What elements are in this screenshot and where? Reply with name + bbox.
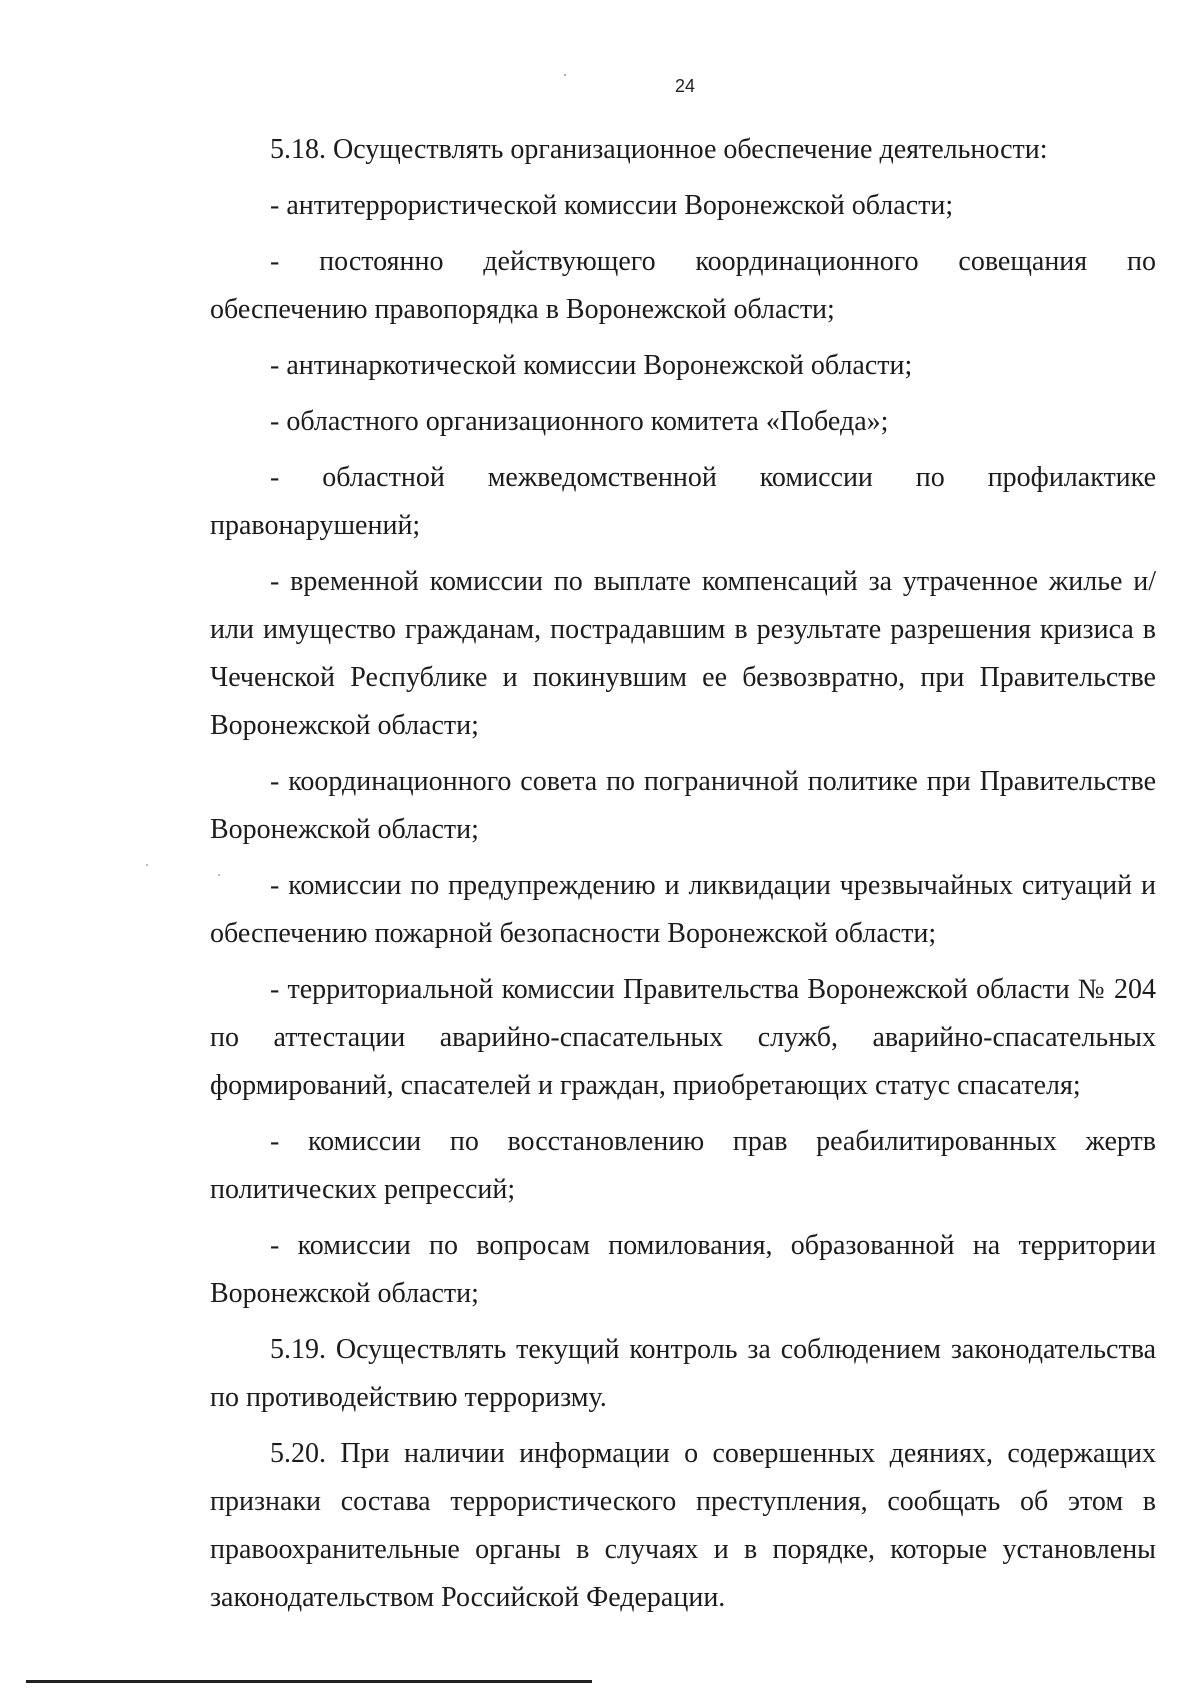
list-item-pardon-commission: - комиссии по вопросам помилования, образованной на территории Воронежской области; — [210, 1230, 1156, 1309]
list-item-compensation-commission: - временной комиссии по выплате компенсаций за утраченное жилье и/или имущество гражданам, пострадавшим в результате разрешения кризиса в Чеченской Республике и покинувшим ее безвозвратно, при Правительстве Воронежской области; — [210, 566, 1156, 741]
list-item-coordination-meeting: - постоянно действующего координационного совещания по обеспечению правопорядка в Воронежской области; — [210, 246, 1156, 325]
footer-rule — [26, 1680, 592, 1683]
list-item-border-policy-council: - координационного совета по пограничной политике при Правительстве Воронежской области; — [210, 766, 1156, 845]
page-number: 24 — [674, 76, 696, 96]
list-item-antiterror-commission: - антитеррористической комиссии Воронежской области; — [270, 190, 954, 221]
list-item-pobeda-committee: - областного организационного комитета «Победа»; — [270, 406, 889, 437]
document-body — [210, 126, 1156, 1630]
list-item-attestation-commission: - территориальной комиссии Правительства Воронежской области № 204 по аттестации аварийно-спасательных служб, аварийно-спасательных формирований, спасателей и граждан, приобретающих статус спасателя; — [210, 974, 1156, 1101]
list-item-antidrug-commission: - антинаркотической комиссии Воронежской области; — [270, 350, 913, 381]
scan-speck — [146, 864, 148, 866]
paragraph-5-20: 5.20. При наличии информации о совершенных деяниях, содержащих признаки состава террористического преступления, сообщать об этом в правоохранительные органы в случаях и в порядке, которые установлены законодательством Российской Федерации. — [210, 1438, 1156, 1613]
paragraph-5-19: 5.19. Осуществлять текущий контроль за соблюдением законодательства по противодействию терроризму. — [210, 1334, 1156, 1413]
list-item-offense-prevention-commission: - областной межведомственной комиссии по профилактике правонарушений; — [210, 462, 1156, 541]
list-item-emergency-commission: - комиссии по предупреждению и ликвидации чрезвычайных ситуаций и обеспечению пожарной безопасности Воронежской области; — [210, 870, 1156, 949]
scan-speck — [218, 874, 220, 876]
paragraph-5-18: 5.18. Осуществлять организационное обеспечение деятельности: — [270, 134, 1048, 165]
list-item-rehabilitation-commission: - комиссии по восстановлению прав реабилитированных жертв политических репрессий; — [210, 1126, 1156, 1205]
